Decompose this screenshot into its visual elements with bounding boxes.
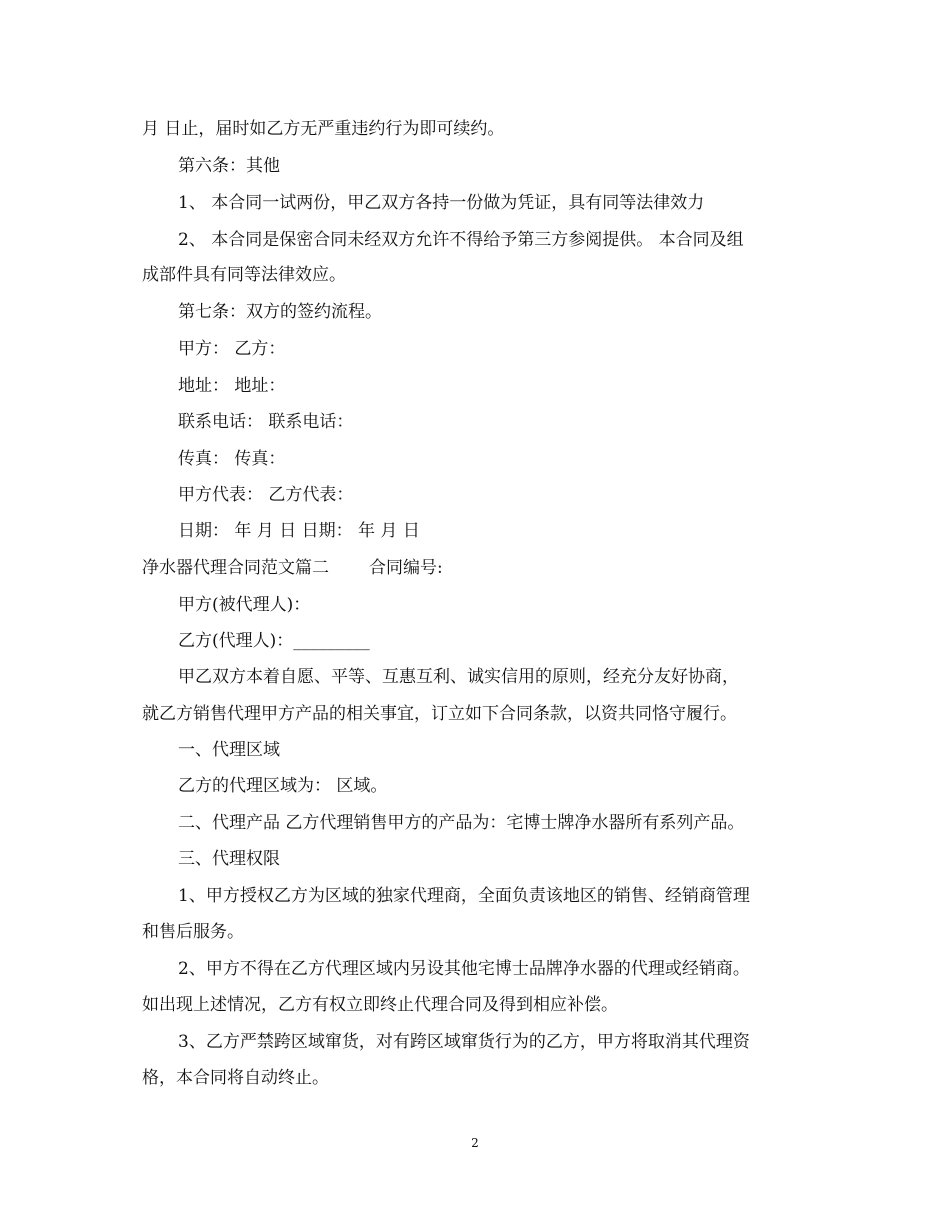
text-line: 地址： 地址：	[178, 376, 286, 396]
section-heading: 第七条：双方的签约流程。	[178, 302, 382, 322]
text-line: 1、 本合同一试两份，甲乙双方各持一份做为凭证，具有同等法律效力	[178, 193, 705, 213]
text-line: 甲方： 乙方：	[178, 339, 286, 359]
text-line: 甲乙双方本着自愿、平等、互惠互利、诚实信用的原则，经充分友好协商，	[178, 667, 739, 687]
text-line: 2、 本合同是保密合同未经双方允许不得给予第三方参阅提供。 本合同及组	[178, 230, 744, 250]
text-line: 3、乙方严禁跨区域窜货，对有跨区域窜货行为的乙方，甲方将取消其代理资	[178, 1032, 750, 1052]
text-line: 就乙方销售代理甲方产品的相关事宜，订立如下合同条款，以资共同恪守履行。	[142, 704, 737, 724]
title-line	[142, 557, 443, 579]
text-line: 日期： 年 月 日 日期： 年 月 日	[178, 521, 420, 541]
section-heading: 三、代理权限	[178, 849, 280, 869]
text-line: 乙方的代理区域为： 区域。	[178, 776, 388, 796]
text-line: 甲方(被代理人)：	[178, 595, 311, 615]
text-line: 联系电话： 联系电话：	[178, 412, 354, 432]
document-title: 净水器代理合同范文篇二	[142, 558, 329, 578]
text-line: 甲方代表： 乙方代表：	[178, 485, 354, 505]
text-line: 和售后服务。	[142, 922, 244, 942]
page-number: 2	[471, 1136, 479, 1150]
text-line: 2、甲方不得在乙方代理区域内另设其他宅博士品牌净水器的代理或经销商。	[178, 959, 750, 979]
contract-number-label: 合同编号:	[369, 558, 443, 578]
text-line: 传真： 传真：	[178, 449, 286, 469]
text-line: 月 日止，届时如乙方无严重违约行为即可续约。	[142, 119, 505, 139]
section-heading: 一、代理区域	[178, 740, 280, 760]
text-line: 如出现上述情况，乙方有权立即终止代理合同及得到相应补偿。	[142, 995, 618, 1015]
text-line: 乙方(代理人)：_________	[178, 631, 370, 651]
text-line: 成部件具有同等法律效应。	[142, 265, 346, 285]
section-heading: 第六条：其他	[178, 156, 280, 176]
text-line: 1、甲方授权乙方为区域的独家代理商，全面负责该地区的销售、经销商管理	[178, 886, 750, 906]
text-line: 格，本合同将自动终止。	[142, 1068, 329, 1088]
text-line: 二、代理产品 乙方代理销售甲方的产品为：宅博士牌净水器所有系列产品。	[178, 813, 745, 833]
